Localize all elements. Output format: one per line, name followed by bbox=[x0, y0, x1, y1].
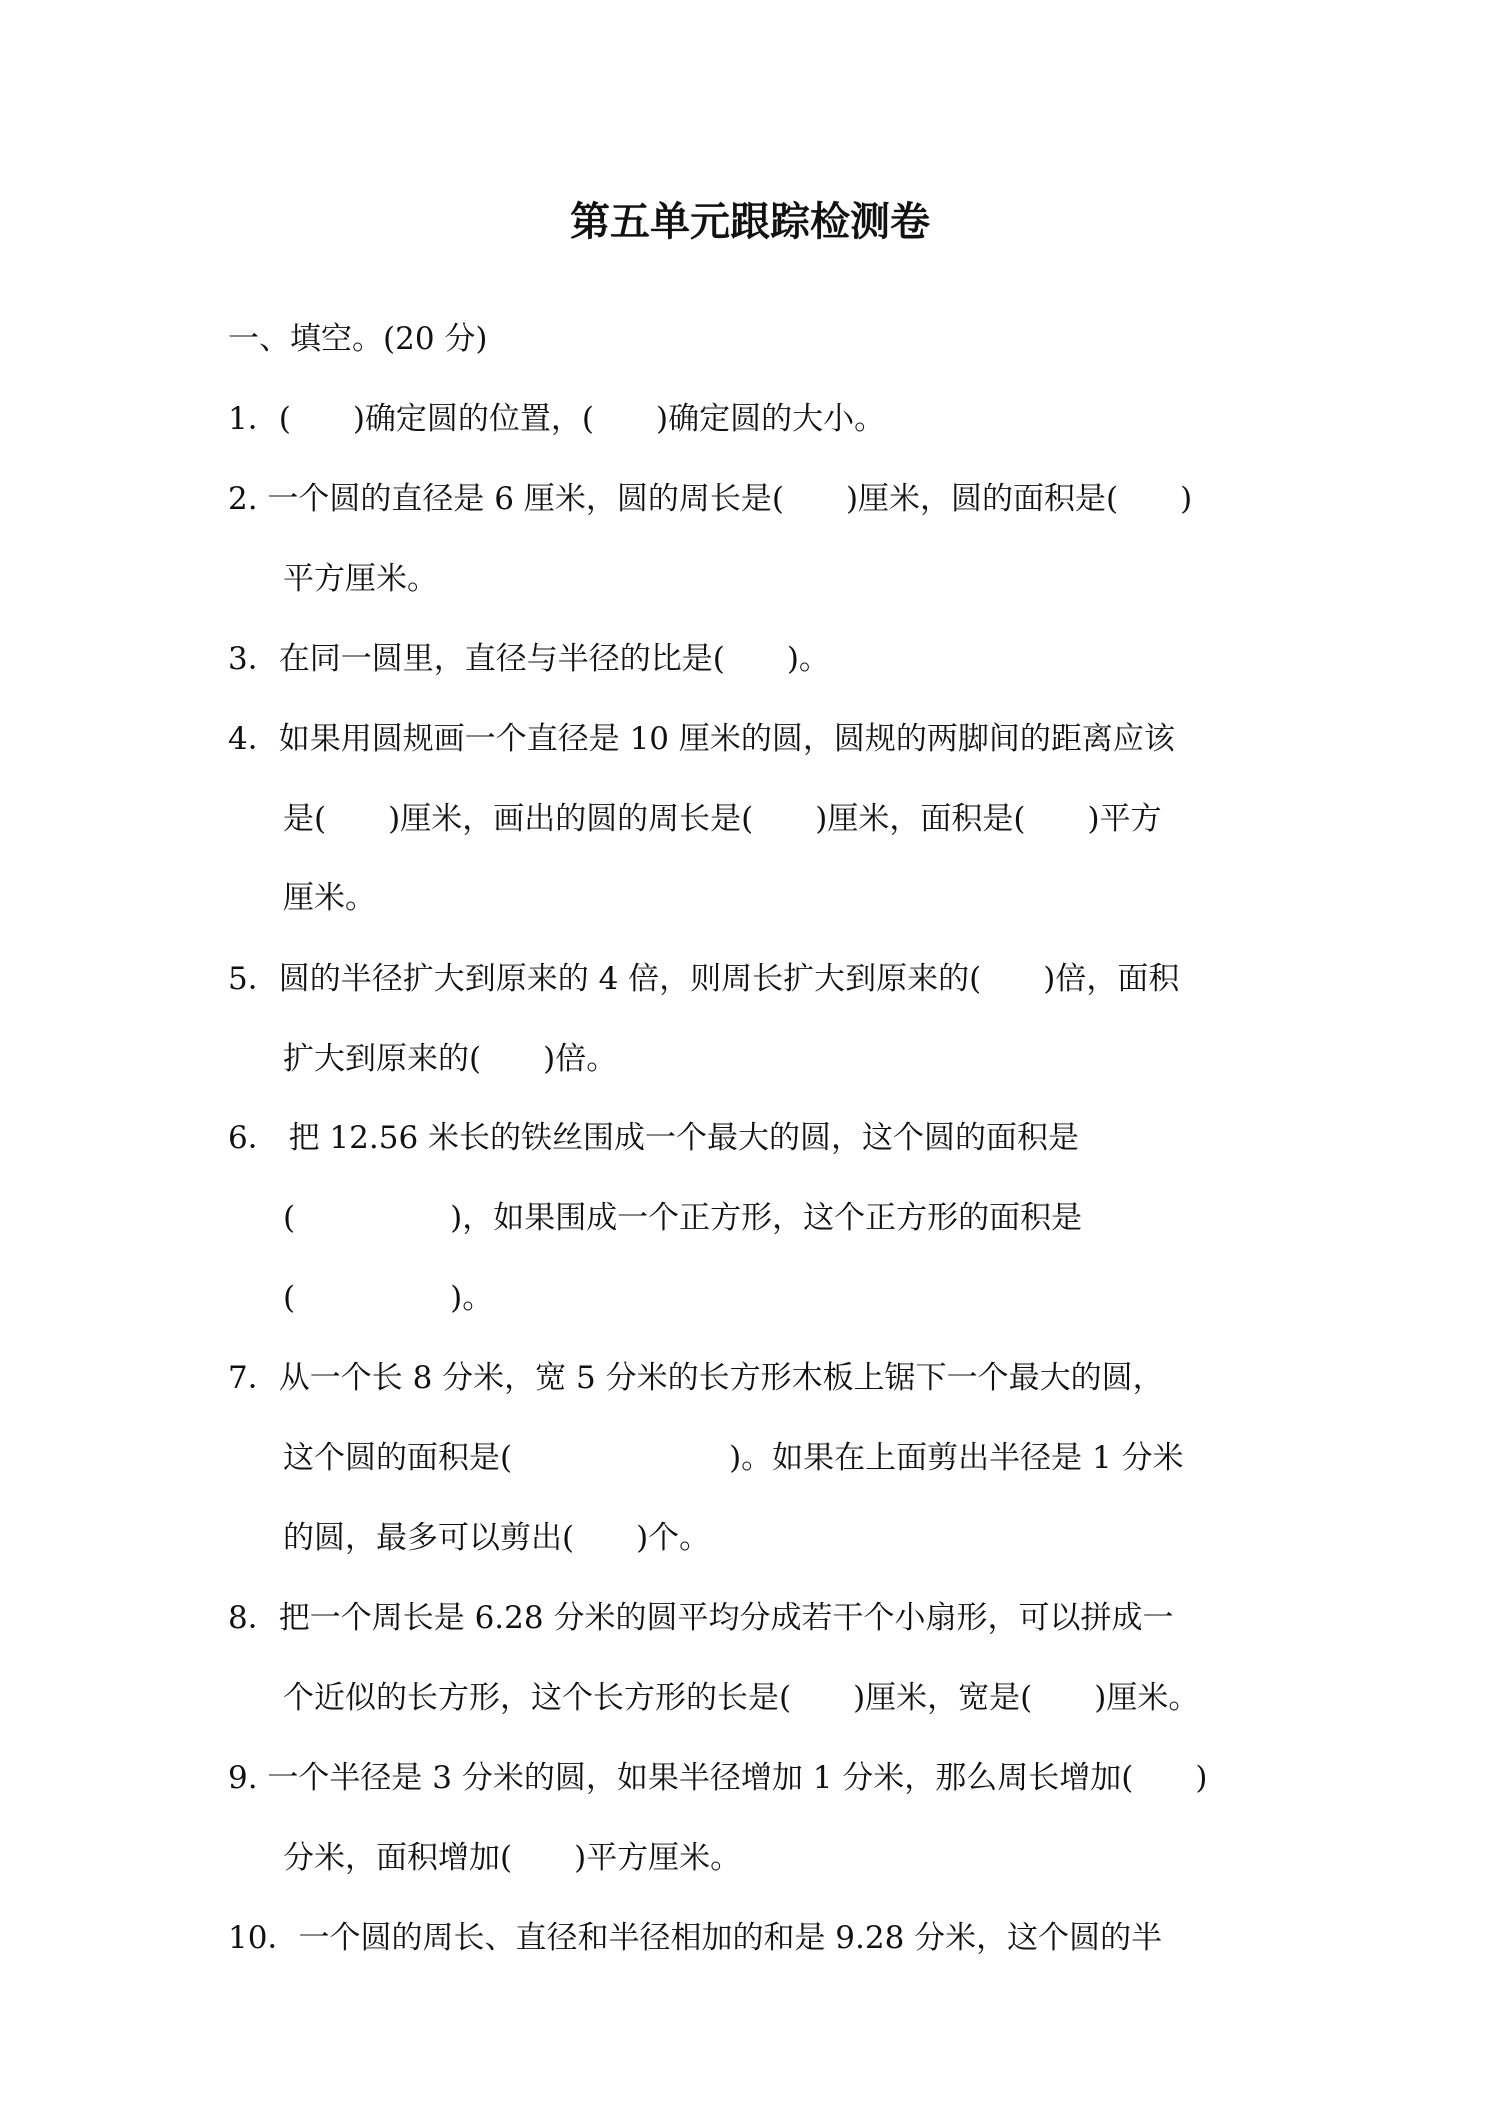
question-1-line-1: 1．( )确定圆的位置，( )确定圆的大小。 bbox=[228, 401, 886, 437]
question-6-line-1: 6． 把 12.56 米长的铁丝围成一个最大的圆，这个圆的面积是 bbox=[228, 1120, 1080, 1156]
question-3-line-1: 3．在同一圆里，直径与半径的比是( )。 bbox=[228, 641, 830, 677]
question-4-line-3: 厘米。 bbox=[283, 880, 376, 916]
question-2-line-1: 2. 一个圆的直径是 6 厘米，圆的周长是( )厘米，圆的面积是( ) bbox=[228, 481, 1193, 517]
question-6-line-3: ( )。 bbox=[283, 1280, 494, 1316]
question-8-line-2: 个近似的长方形，这个长方形的长是( )厘米，宽是( )厘米。 bbox=[283, 1680, 1200, 1716]
question-7-line-1: 7．从一个长 8 分米，宽 5 分米的长方形木板上锯下一个最大的圆， bbox=[228, 1360, 1164, 1396]
question-5-line-1: 5．圆的半径扩大到原来的 4 倍，则周长扩大到原来的( )倍，面积 bbox=[228, 961, 1180, 997]
question-2-line-2: 平方厘米。 bbox=[283, 561, 438, 597]
question-7-line-3: 的圆，最多可以剪出( )个。 bbox=[283, 1520, 711, 1556]
question-7-line-2: 这个圆的面积是( )。如果在上面剪出半径是 1 分米 bbox=[283, 1440, 1184, 1476]
question-8-line-1: 8．把一个周长是 6.28 分米的圆平均分成若干个小扇形，可以拼成一 bbox=[228, 1600, 1174, 1636]
question-6-line-2: ( )，如果围成一个正方形，这个正方形的面积是 bbox=[283, 1200, 1083, 1236]
question-9-line-1: 9. 一个半径是 3 分米的圆，如果半径增加 1 分米，那么周长增加( ) bbox=[228, 1760, 1208, 1796]
question-4-line-2: 是( )厘米，画出的圆的周长是( )厘米，面积是( )平方 bbox=[283, 801, 1162, 837]
question-5-line-2: 扩大到原来的( )倍。 bbox=[283, 1041, 618, 1077]
question-4-line-1: 4．如果用圆规画一个直径是 10 厘米的圆，圆规的两脚间的距离应该 bbox=[228, 721, 1175, 757]
section-heading: 一、填空。(20 分) bbox=[228, 321, 488, 357]
question-9-line-2: 分米，面积增加( )平方厘米。 bbox=[283, 1840, 742, 1876]
question-10-line-1: 10．一个圆的周长、直径和半径相加的和是 9.28 分米，这个圆的半 bbox=[228, 1920, 1163, 1956]
page-title: 第五单元跟踪检测卷 bbox=[570, 199, 930, 245]
